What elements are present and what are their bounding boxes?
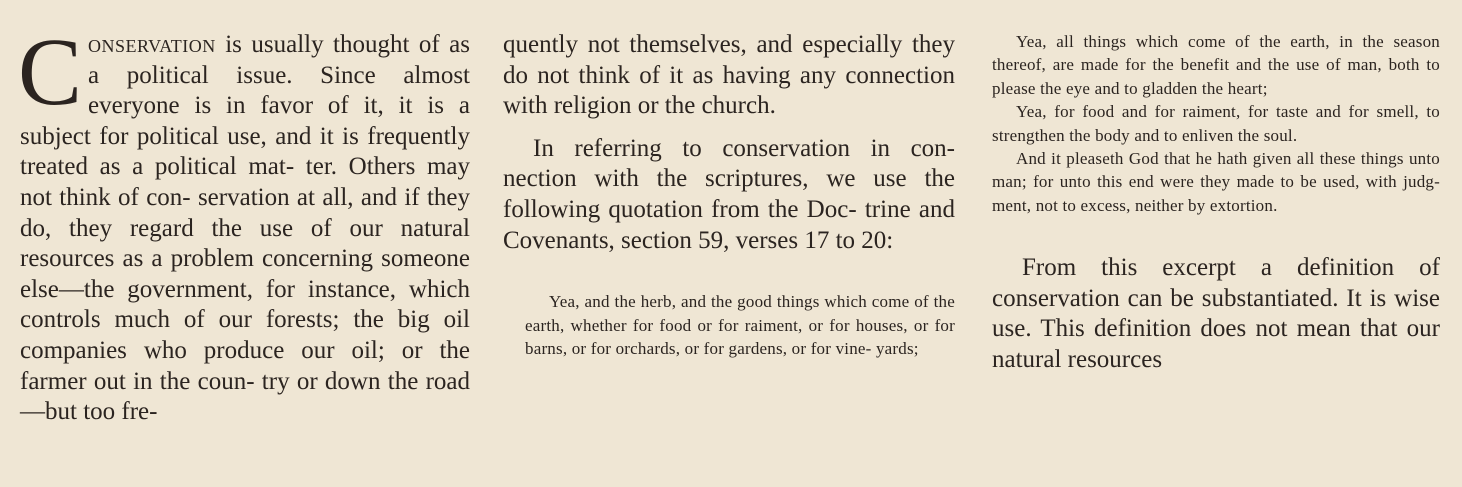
quote-verse-18: Yea, all things which come of the earth, in the season thereof, are made for the benefit and the use of man, both to please the eye and to gladden the heart;: [992, 32, 1440, 98]
paragraph-definition: From this excerpt a definition of conservation can be substantiated. It is wise use. This definition does not mean that our natural resources: [992, 254, 1440, 374]
quote-verse-17: Yea, and the herb, and the good things which come of the earth, whether for food or for raiment, or for houses, or for barns, or for orchards, or for gardens, or for vine- yards;: [525, 292, 955, 358]
column-3: [992, 30, 1440, 376]
column-2: [503, 30, 955, 360]
paragraph-continued: quently not themselves, and especially they do not think of it as having any connection with religion or the church.: [503, 31, 955, 120]
drop-cap: C: [18, 18, 83, 125]
column-1: [18, 18, 470, 428]
lead-word: onservation: [88, 31, 216, 58]
scripture-quote-2: [992, 30, 1440, 217]
paragraph-gap: [503, 122, 955, 134]
quote-verse-19: Yea, for food and for raiment, for taste and for smell, to strengthen the body and to enliven the soul.: [992, 102, 1440, 145]
opening-paragraph: [18, 18, 470, 428]
quote-verse-20: And it pleaseth God that he hath given all these things unto man; for unto this end were they made to be used, with judg- ment, not to excess, neither by extortion.: [992, 149, 1440, 215]
opening-paragraph-text: is usually thought of as a political issue. Since almost everyone is in favor of it, it is a subject for political use, and it is frequently treated as a political mat- ter. Others may not think of con- servation at all, and if they do, they regard the use of our natural resources as a problem concerning someone else—the government, for instance, which controls much of our forests; the big oil companies who produce our oil; or the farmer out in the coun- try or down the road—but too fre-: [20, 31, 470, 426]
scripture-quote-1: [503, 290, 955, 360]
paragraph-scripture-intro: In referring to conservation in con- nection with the scriptures, we use the following quotation from the Doc- trine and Covenants, section 59, verses 17 to 20:: [503, 134, 955, 254]
